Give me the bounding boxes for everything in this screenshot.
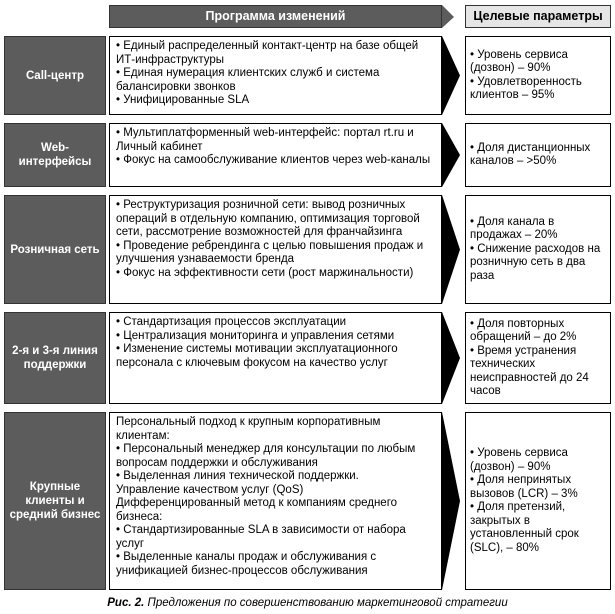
program-item: • Стандартизация процессов эксплуатации — [116, 316, 347, 328]
figure-caption — [0, 596, 615, 610]
row-content-web — [109, 123, 442, 187]
program-item: • Выделенные каналы продаж и обслуживания с унификацией бизнес-процессов обслуживания — [116, 551, 377, 577]
target-item: • Доля повторных обращений – до 2% — [470, 317, 577, 343]
target-item: • Доля претензий, закрытых в установленный срок (SLC), – 80% — [470, 501, 579, 554]
row-label-corporate: Крупные клиенты и средний бизнес — [4, 412, 106, 590]
row-label-web: Web-интерфейсы — [4, 123, 106, 187]
target-item: • Доля канала в продажах – 20% — [470, 215, 558, 242]
row-arrow — [442, 36, 460, 115]
row-content-call-center — [109, 36, 442, 115]
program-item: • Мультиплатформенный web-интерфейс: портал rt.ru и Личный кабинет — [116, 127, 414, 153]
row-target-web — [465, 123, 611, 187]
program-item: • Проведение ребрендинга с целью повышения продаж и улучшения узнаваемости бренда — [116, 239, 424, 265]
program-item: • Единая нумерация клиентских служб и система балансировки звонков — [116, 67, 380, 93]
program-item: Управление качеством услуг (QoS) — [116, 483, 304, 496]
target-item: • Доля дистанционных каналов – >50% — [470, 141, 591, 167]
row-target-support — [465, 312, 611, 404]
program-item: Дифференцированный метод к компаниям среднего бизнеса: — [116, 497, 398, 523]
program-item: • Централизация мониторинга и управления сетями — [116, 329, 395, 342]
row-content-retail — [109, 195, 442, 304]
row-target-retail — [465, 195, 611, 304]
program-item: • Фокус на самообслуживание клиентов через web-каналы — [116, 154, 431, 166]
program-item: • Изменение системы мотивации эксплуатационного персонала с ключевым фокусом на качество услуг — [116, 343, 398, 369]
row-target-corporate — [465, 412, 611, 590]
target-item: • Удовлетворенность клиентов – 95% — [470, 75, 582, 101]
program-item: • Единый распределенный контакт-центр на базе общей ИТ-инфраструктуры — [116, 40, 419, 66]
target-item: • Снижение расходов на розничную сеть в два раза — [470, 242, 601, 282]
program-item: • Реструктуризация розничной сети: вывод розничных операций в отдельную компанию, оптимизация торговой сети, рассмотрение возможностей для франчайзинга — [116, 199, 420, 238]
row-arrow — [442, 412, 460, 590]
program-item: • Стандартизированные SLA в зависимости от набора услуг — [116, 524, 406, 550]
row-target-call-center — [465, 36, 611, 115]
row-label-retail: Розничная сеть — [4, 195, 106, 304]
row-arrow — [442, 312, 460, 404]
row-content-support — [109, 312, 442, 404]
caption-text: Предложения по совершенствованию маркетинговой стратегии — [147, 597, 508, 609]
header-targets: Целевые параметры — [465, 5, 611, 28]
caption-prefix: Рис. 2. — [107, 597, 145, 609]
row-label-call-center: Call-центр — [4, 36, 106, 115]
program-item: • Унифицированные SLA — [116, 94, 250, 106]
program-item: • Персональный менеджер для консультации по любым вопросам поддержки и обслуживания — [116, 443, 416, 469]
program-item: • Выделенная линия технической поддержки. — [116, 470, 359, 482]
row-content-corporate — [109, 412, 442, 590]
header-program: Программа изменений — [109, 5, 442, 28]
program-item: • Фокус на эффективности сети (рост маржинальности) — [116, 266, 414, 279]
target-item: • Время устранения технических неисправностей до 24 часов — [470, 344, 589, 397]
program-item: Персональный подход к крупным корпоративным клиентам: — [116, 416, 381, 442]
target-item: • Уровень сервиса (дозвон) – 90% — [470, 447, 568, 473]
target-item: • Уровень сервиса (дозвон) – 90% — [470, 48, 568, 74]
row-arrow — [442, 195, 460, 304]
header-arrow — [442, 5, 454, 28]
row-label-support: 2-я и 3-я линия поддержки — [4, 312, 106, 404]
row-arrow — [442, 123, 460, 187]
target-item: • Доля непринятых вызовов (LCR) – 3% — [470, 474, 578, 500]
